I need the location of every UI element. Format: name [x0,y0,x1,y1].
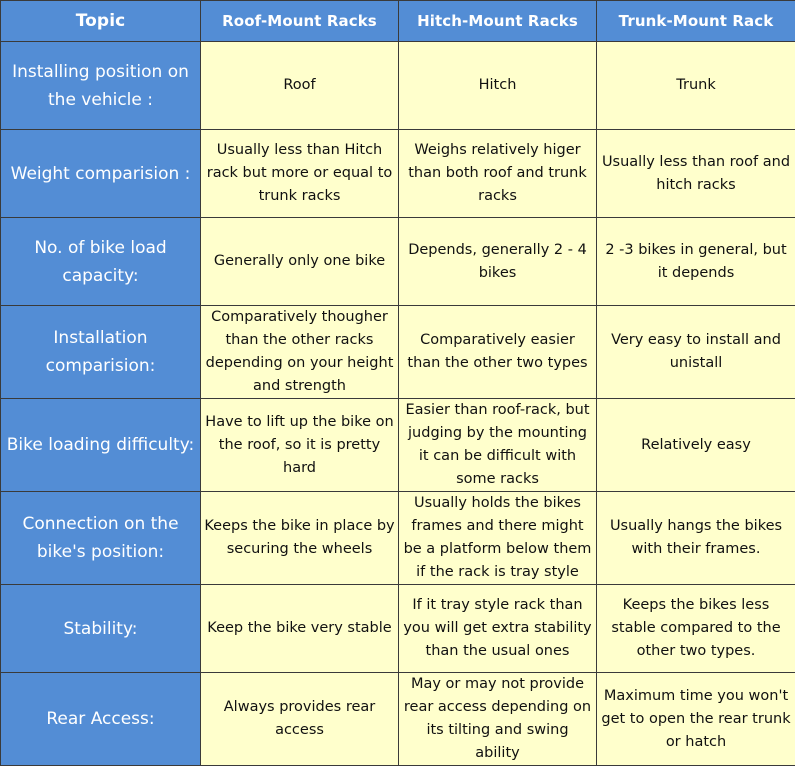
cell-hitch: Depends, generally 2 - 4 bikes [399,218,597,306]
cell-trunk: Usually hangs the bikes with their frames. [597,492,795,585]
cell-trunk: Usually less than roof and hitch racks [597,130,795,218]
table-row [1,585,795,673]
cell-roof: Have to lift up the bike on the roof, so it is pretty hard [201,399,399,492]
table-row [1,399,795,492]
header-topic: Topic [1,1,201,42]
table-row [1,42,795,130]
cell-roof: Usually less than Hitch rack but more or equal to trunk racks [201,130,399,218]
row-topic: Installing position on the vehicle : [1,42,201,130]
cell-hitch: Hitch [399,42,597,130]
cell-hitch: Comparatively easier than the other two types [399,306,597,399]
header-trunk-mount: Trunk-Mount Rack [597,1,795,42]
cell-trunk: Maximum time you won't get to open the rear trunk or hatch [597,673,795,766]
row-topic: Weight comparision : [1,130,201,218]
table-body [1,42,795,766]
cell-roof: Roof [201,42,399,130]
row-topic: No. of bike load capacity: [1,218,201,306]
row-topic: Installation comparision: [1,306,201,399]
cell-roof: Keep the bike very stable [201,585,399,673]
table-row [1,218,795,306]
cell-trunk: 2 -3 bikes in general, but it depends [597,218,795,306]
row-topic: Bike loading difficulty: [1,399,201,492]
cell-trunk: Keeps the bikes less stable compared to the other two types. [597,585,795,673]
table-header [1,1,795,42]
cell-hitch: May or may not provide rear access depending on its tilting and swing ability [399,673,597,766]
row-topic: Connection on the bike's position: [1,492,201,585]
table-row [1,673,795,766]
cell-roof: Always provides rear access [201,673,399,766]
cell-hitch: Weighs relatively higer than both roof and trunk racks [399,130,597,218]
cell-hitch: Usually holds the bikes frames and there might be a platform below them if the rack is tray style [399,492,597,585]
table-row [1,306,795,399]
cell-roof: Comparatively thougher than the other racks depending on your height and strength [201,306,399,399]
cell-roof: Generally only one bike [201,218,399,306]
row-topic: Rear Access: [1,673,201,766]
cell-hitch: Easier than roof-rack, but judging by the mounting it can be difficult with some racks [399,399,597,492]
table-row [1,130,795,218]
cell-trunk: Trunk [597,42,795,130]
header-row [1,1,795,42]
cell-hitch: If it tray style rack than you will get extra stability than the usual ones [399,585,597,673]
row-topic: Stability: [1,585,201,673]
header-roof-mount: Roof-Mount Racks [201,1,399,42]
header-hitch-mount: Hitch-Mount Racks [399,1,597,42]
table-row [1,492,795,585]
cell-trunk: Relatively easy [597,399,795,492]
cell-trunk: Very easy to install and unistall [597,306,795,399]
cell-roof: Keeps the bike in place by securing the wheels [201,492,399,585]
